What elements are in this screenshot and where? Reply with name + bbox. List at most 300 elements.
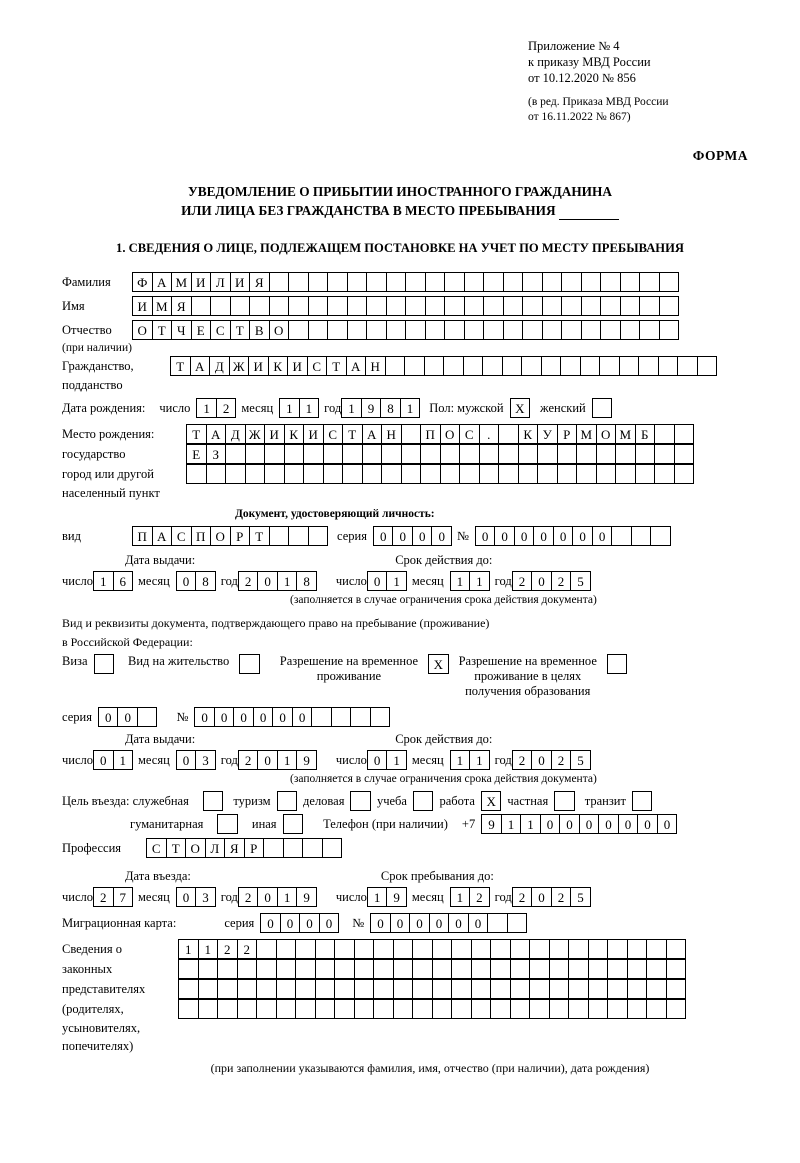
entry-year-cells[interactable] [238, 887, 316, 907]
input-cell[interactable] [599, 356, 620, 376]
input-cell[interactable] [620, 272, 641, 292]
input-cell[interactable]: 0 [598, 814, 619, 834]
input-cell[interactable]: 0 [553, 526, 574, 546]
input-cell[interactable]: Т [326, 356, 347, 376]
input-cell[interactable]: 2 [512, 887, 533, 907]
input-cell[interactable]: 0 [257, 887, 278, 907]
input-cell[interactable]: 0 [176, 887, 197, 907]
input-cell[interactable] [459, 444, 480, 464]
input-cell[interactable]: Ж [245, 424, 266, 444]
input-cell[interactable] [490, 959, 511, 979]
input-cell[interactable] [600, 272, 621, 292]
input-cell[interactable] [322, 838, 343, 858]
input-cell[interactable] [178, 999, 199, 1019]
purpose-transit-box[interactable] [632, 791, 653, 811]
input-cell[interactable] [303, 444, 324, 464]
input-cell[interactable] [342, 464, 363, 484]
input-cell[interactable]: И [132, 296, 153, 316]
input-cell[interactable]: 8 [195, 571, 216, 591]
input-cell[interactable] [347, 320, 368, 340]
input-cell[interactable]: 1 [400, 398, 421, 418]
input-cell[interactable] [366, 272, 387, 292]
input-cell[interactable] [529, 939, 550, 959]
input-cell[interactable]: А [346, 356, 367, 376]
input-cell[interactable]: А [190, 356, 211, 376]
input-cell[interactable]: 2 [469, 887, 490, 907]
input-cell[interactable] [568, 939, 589, 959]
input-cell[interactable]: 9 [296, 750, 317, 770]
input-cell[interactable]: 2 [237, 939, 258, 959]
input-cell[interactable]: 0 [572, 526, 593, 546]
input-cell[interactable] [611, 526, 632, 546]
input-cell[interactable] [483, 320, 504, 340]
input-cell[interactable]: Т [342, 424, 363, 444]
input-cell[interactable]: 0 [531, 750, 552, 770]
input-cell[interactable]: 0 [280, 913, 301, 933]
input-cell[interactable]: 0 [93, 750, 114, 770]
input-cell[interactable] [412, 979, 433, 999]
input-cell[interactable] [178, 959, 199, 979]
input-cell[interactable]: Ч [171, 320, 192, 340]
input-cell[interactable] [405, 296, 426, 316]
input-cell[interactable]: 0 [514, 526, 535, 546]
input-cell[interactable]: 1 [341, 398, 362, 418]
input-cell[interactable] [217, 999, 238, 1019]
input-cell[interactable] [354, 959, 375, 979]
input-cell[interactable] [295, 939, 316, 959]
input-cell[interactable] [451, 999, 472, 1019]
input-cell[interactable] [412, 999, 433, 1019]
input-cell[interactable] [386, 296, 407, 316]
input-cell[interactable]: 0 [233, 707, 254, 727]
stay-until-month-cells[interactable] [450, 887, 489, 907]
input-cell[interactable]: 3 [195, 887, 216, 907]
input-cell[interactable] [549, 959, 570, 979]
input-cell[interactable]: С [210, 320, 231, 340]
input-cell[interactable] [542, 296, 563, 316]
input-cell[interactable] [638, 356, 659, 376]
input-cell[interactable] [549, 979, 570, 999]
input-cell[interactable]: Т [230, 320, 251, 340]
input-cell[interactable] [542, 320, 563, 340]
input-cell[interactable] [263, 838, 284, 858]
legal-rep-cells-4[interactable] [178, 999, 685, 1019]
input-cell[interactable] [503, 320, 524, 340]
input-cell[interactable] [646, 979, 667, 999]
input-cell[interactable]: Т [152, 320, 173, 340]
input-cell[interactable] [529, 999, 550, 1019]
input-cell[interactable]: 5 [570, 750, 591, 770]
input-cell[interactable] [288, 272, 309, 292]
input-cell[interactable]: 1 [450, 887, 471, 907]
input-cell[interactable] [327, 272, 348, 292]
input-cell[interactable] [269, 526, 290, 546]
input-cell[interactable] [588, 999, 609, 1019]
input-cell[interactable] [581, 296, 602, 316]
input-cell[interactable]: 0 [257, 750, 278, 770]
input-cell[interactable] [444, 272, 465, 292]
input-cell[interactable] [529, 959, 550, 979]
input-cell[interactable] [627, 999, 648, 1019]
input-cell[interactable]: 1 [277, 750, 298, 770]
input-cell[interactable] [137, 707, 158, 727]
input-cell[interactable]: 0 [253, 707, 274, 727]
input-cell[interactable] [386, 272, 407, 292]
input-cell[interactable]: К [518, 424, 539, 444]
input-cell[interactable] [308, 526, 329, 546]
input-cell[interactable]: К [284, 424, 305, 444]
input-cell[interactable] [666, 959, 687, 979]
input-cell[interactable] [245, 464, 266, 484]
stay-valid-day-cells[interactable] [367, 750, 406, 770]
input-cell[interactable]: Д [225, 424, 246, 444]
input-cell[interactable] [568, 959, 589, 979]
input-cell[interactable] [600, 296, 621, 316]
issue-day-cells[interactable] [93, 571, 132, 591]
input-cell[interactable] [490, 939, 511, 959]
input-cell[interactable] [607, 999, 628, 1019]
input-cell[interactable]: 2 [93, 887, 114, 907]
input-cell[interactable] [217, 979, 238, 999]
input-cell[interactable] [323, 444, 344, 464]
input-cell[interactable]: З [206, 444, 227, 464]
input-cell[interactable] [510, 939, 531, 959]
input-cell[interactable]: Т [170, 356, 191, 376]
input-cell[interactable] [420, 464, 441, 484]
doc-kind-cells[interactable] [132, 526, 327, 546]
input-cell[interactable] [600, 320, 621, 340]
input-cell[interactable] [366, 320, 387, 340]
entry-month-cells[interactable] [176, 887, 215, 907]
input-cell[interactable] [432, 959, 453, 979]
input-cell[interactable] [276, 959, 297, 979]
input-cell[interactable] [510, 999, 531, 1019]
input-cell[interactable]: . [479, 424, 500, 444]
input-cell[interactable] [666, 979, 687, 999]
input-cell[interactable]: 0 [319, 913, 340, 933]
input-cell[interactable]: 0 [292, 707, 313, 727]
input-cell[interactable] [521, 356, 542, 376]
input-cell[interactable]: М [152, 296, 173, 316]
input-cell[interactable]: 0 [429, 913, 450, 933]
input-cell[interactable]: А [152, 272, 173, 292]
input-cell[interactable]: 0 [468, 913, 489, 933]
input-cell[interactable] [311, 707, 332, 727]
input-cell[interactable] [288, 320, 309, 340]
input-cell[interactable]: 9 [296, 887, 317, 907]
mig-series-cells[interactable] [260, 913, 338, 933]
input-cell[interactable]: Е [191, 320, 212, 340]
input-cell[interactable] [373, 959, 394, 979]
input-cell[interactable] [479, 444, 500, 464]
stay-until-year-cells[interactable] [512, 887, 590, 907]
input-cell[interactable] [276, 999, 297, 1019]
input-cell[interactable] [627, 979, 648, 999]
input-cell[interactable] [334, 979, 355, 999]
input-cell[interactable] [315, 939, 336, 959]
input-cell[interactable] [230, 296, 251, 316]
input-cell[interactable] [483, 296, 504, 316]
input-cell[interactable] [284, 444, 305, 464]
input-cell[interactable] [498, 464, 519, 484]
stay-number-cells[interactable] [194, 707, 389, 727]
input-cell[interactable] [490, 979, 511, 999]
input-cell[interactable]: У [537, 424, 558, 444]
visa-box[interactable] [94, 654, 115, 674]
input-cell[interactable]: Н [365, 356, 386, 376]
input-cell[interactable] [529, 979, 550, 999]
input-cell[interactable]: Д [209, 356, 230, 376]
input-cell[interactable] [425, 296, 446, 316]
phone-cells[interactable] [481, 814, 676, 834]
input-cell[interactable] [354, 939, 375, 959]
input-cell[interactable] [432, 979, 453, 999]
input-cell[interactable]: Н [381, 424, 402, 444]
input-cell[interactable] [646, 939, 667, 959]
input-cell[interactable]: Р [557, 424, 578, 444]
input-cell[interactable] [440, 464, 461, 484]
input-cell[interactable] [541, 356, 562, 376]
input-cell[interactable]: Ф [132, 272, 153, 292]
input-cell[interactable] [308, 272, 329, 292]
input-cell[interactable]: Я [249, 272, 270, 292]
input-cell[interactable] [432, 939, 453, 959]
input-cell[interactable] [393, 959, 414, 979]
input-cell[interactable] [697, 356, 718, 376]
input-cell[interactable] [284, 464, 305, 484]
purpose-private-box[interactable] [554, 791, 575, 811]
input-cell[interactable] [288, 526, 309, 546]
input-cell[interactable] [607, 959, 628, 979]
valid-day-cells[interactable] [367, 571, 406, 591]
input-cell[interactable] [276, 939, 297, 959]
input-cell[interactable] [425, 272, 446, 292]
input-cell[interactable] [315, 959, 336, 979]
input-cell[interactable]: 1 [279, 398, 300, 418]
input-cell[interactable] [178, 979, 199, 999]
input-cell[interactable] [658, 356, 679, 376]
input-cell[interactable]: 0 [533, 526, 554, 546]
input-cell[interactable] [646, 959, 667, 979]
input-cell[interactable] [237, 999, 258, 1019]
input-cell[interactable] [482, 356, 503, 376]
legal-rep-cells-1[interactable] [178, 939, 685, 959]
input-cell[interactable]: 1 [367, 887, 388, 907]
input-cell[interactable] [373, 979, 394, 999]
input-cell[interactable]: А [206, 424, 227, 444]
input-cell[interactable] [639, 320, 660, 340]
stay-series-cells[interactable] [98, 707, 157, 727]
input-cell[interactable]: 2 [216, 398, 237, 418]
input-cell[interactable] [635, 464, 656, 484]
input-cell[interactable]: С [146, 838, 167, 858]
input-cell[interactable]: О [185, 838, 206, 858]
input-cell[interactable] [440, 444, 461, 464]
input-cell[interactable] [315, 979, 336, 999]
input-cell[interactable]: 9 [361, 398, 382, 418]
input-cell[interactable] [245, 444, 266, 464]
input-cell[interactable] [401, 424, 422, 444]
input-cell[interactable] [366, 296, 387, 316]
input-cell[interactable]: 1 [113, 750, 134, 770]
input-cell[interactable] [347, 296, 368, 316]
purpose-study-box[interactable] [413, 791, 434, 811]
birthplace-city-cells-1[interactable] [186, 444, 693, 464]
input-cell[interactable]: Л [210, 272, 231, 292]
input-cell[interactable]: 2 [551, 571, 572, 591]
stay-valid-month-cells[interactable] [450, 750, 489, 770]
input-cell[interactable] [522, 272, 543, 292]
input-cell[interactable]: 7 [113, 887, 134, 907]
input-cell[interactable] [588, 959, 609, 979]
input-cell[interactable] [581, 320, 602, 340]
valid-year-cells[interactable] [512, 571, 590, 591]
input-cell[interactable]: А [362, 424, 383, 444]
input-cell[interactable]: С [171, 526, 192, 546]
input-cell[interactable]: 2 [512, 571, 533, 591]
input-cell[interactable] [487, 913, 508, 933]
input-cell[interactable] [323, 464, 344, 484]
input-cell[interactable]: 1 [198, 939, 219, 959]
legal-rep-cells-2[interactable] [178, 959, 685, 979]
input-cell[interactable] [674, 444, 695, 464]
input-cell[interactable]: 0 [260, 913, 281, 933]
input-cell[interactable]: Я [171, 296, 192, 316]
input-cell[interactable] [354, 979, 375, 999]
input-cell[interactable] [264, 444, 285, 464]
purpose-business-box[interactable] [350, 791, 371, 811]
issue-month-cells[interactable] [176, 571, 215, 591]
input-cell[interactable] [370, 707, 391, 727]
input-cell[interactable]: 0 [412, 526, 433, 546]
input-cell[interactable] [498, 424, 519, 444]
input-cell[interactable] [522, 320, 543, 340]
input-cell[interactable]: 1 [520, 814, 541, 834]
input-cell[interactable] [631, 526, 652, 546]
input-cell[interactable] [334, 939, 355, 959]
input-cell[interactable]: 1 [196, 398, 217, 418]
input-cell[interactable] [420, 444, 441, 464]
input-cell[interactable]: 1 [469, 571, 490, 591]
input-cell[interactable]: 8 [380, 398, 401, 418]
input-cell[interactable]: М [171, 272, 192, 292]
input-cell[interactable] [373, 999, 394, 1019]
input-cell[interactable]: П [191, 526, 212, 546]
input-cell[interactable] [659, 296, 680, 316]
input-cell[interactable]: 2 [512, 750, 533, 770]
input-cell[interactable] [615, 444, 636, 464]
input-cell[interactable]: 0 [117, 707, 138, 727]
input-cell[interactable] [674, 424, 695, 444]
input-cell[interactable] [249, 296, 270, 316]
input-cell[interactable] [225, 444, 246, 464]
residence-box[interactable] [239, 654, 260, 674]
input-cell[interactable] [315, 999, 336, 1019]
input-cell[interactable] [451, 939, 472, 959]
input-cell[interactable] [269, 272, 290, 292]
input-cell[interactable] [334, 999, 355, 1019]
input-cell[interactable] [401, 464, 422, 484]
input-cell[interactable] [557, 464, 578, 484]
input-cell[interactable]: 0 [176, 750, 197, 770]
input-cell[interactable]: 0 [618, 814, 639, 834]
input-cell[interactable]: 2 [217, 939, 238, 959]
profession-cells[interactable] [146, 838, 341, 858]
input-cell[interactable] [295, 959, 316, 979]
input-cell[interactable]: 0 [272, 707, 293, 727]
input-cell[interactable]: 8 [296, 571, 317, 591]
name-cells[interactable] [132, 296, 678, 316]
input-cell[interactable]: 3 [195, 750, 216, 770]
input-cell[interactable] [659, 320, 680, 340]
input-cell[interactable] [283, 838, 304, 858]
input-cell[interactable] [568, 979, 589, 999]
input-cell[interactable] [288, 296, 309, 316]
birth-year-cells[interactable] [341, 398, 419, 418]
input-cell[interactable]: 0 [637, 814, 658, 834]
input-cell[interactable]: 1 [93, 571, 114, 591]
input-cell[interactable] [444, 296, 465, 316]
input-cell[interactable] [518, 464, 539, 484]
input-cell[interactable] [471, 939, 492, 959]
mig-number-cells[interactable] [370, 913, 526, 933]
input-cell[interactable] [549, 939, 570, 959]
input-cell[interactable] [354, 999, 375, 1019]
input-cell[interactable]: 0 [494, 526, 515, 546]
patronymic-cells[interactable] [132, 320, 678, 340]
input-cell[interactable]: 1 [450, 571, 471, 591]
input-cell[interactable] [549, 999, 570, 1019]
input-cell[interactable]: С [459, 424, 480, 444]
input-cell[interactable]: И [248, 356, 269, 376]
input-cell[interactable]: Л [205, 838, 226, 858]
input-cell[interactable] [362, 464, 383, 484]
input-cell[interactable] [424, 356, 445, 376]
input-cell[interactable] [342, 444, 363, 464]
input-cell[interactable] [451, 959, 472, 979]
input-cell[interactable]: 0 [657, 814, 678, 834]
input-cell[interactable] [479, 464, 500, 484]
input-cell[interactable]: М [576, 424, 597, 444]
input-cell[interactable]: 1 [277, 887, 298, 907]
input-cell[interactable] [186, 464, 207, 484]
input-cell[interactable]: 2 [238, 750, 259, 770]
input-cell[interactable]: О [132, 320, 153, 340]
edu-residence-box[interactable] [607, 654, 628, 674]
input-cell[interactable] [596, 464, 617, 484]
input-cell[interactable] [256, 939, 277, 959]
input-cell[interactable]: 0 [214, 707, 235, 727]
surname-cells[interactable] [132, 272, 678, 292]
input-cell[interactable]: 0 [257, 571, 278, 591]
input-cell[interactable] [510, 979, 531, 999]
input-cell[interactable] [588, 939, 609, 959]
input-cell[interactable] [198, 999, 219, 1019]
input-cell[interactable] [381, 444, 402, 464]
input-cell[interactable] [490, 999, 511, 1019]
input-cell[interactable] [334, 959, 355, 979]
input-cell[interactable] [537, 444, 558, 464]
input-cell[interactable] [498, 444, 519, 464]
input-cell[interactable]: 0 [559, 814, 580, 834]
input-cell[interactable] [308, 296, 329, 316]
input-cell[interactable]: В [249, 320, 270, 340]
input-cell[interactable] [463, 356, 484, 376]
input-cell[interactable] [483, 272, 504, 292]
input-cell[interactable]: 2 [551, 750, 572, 770]
input-cell[interactable] [471, 959, 492, 979]
input-cell[interactable] [659, 272, 680, 292]
